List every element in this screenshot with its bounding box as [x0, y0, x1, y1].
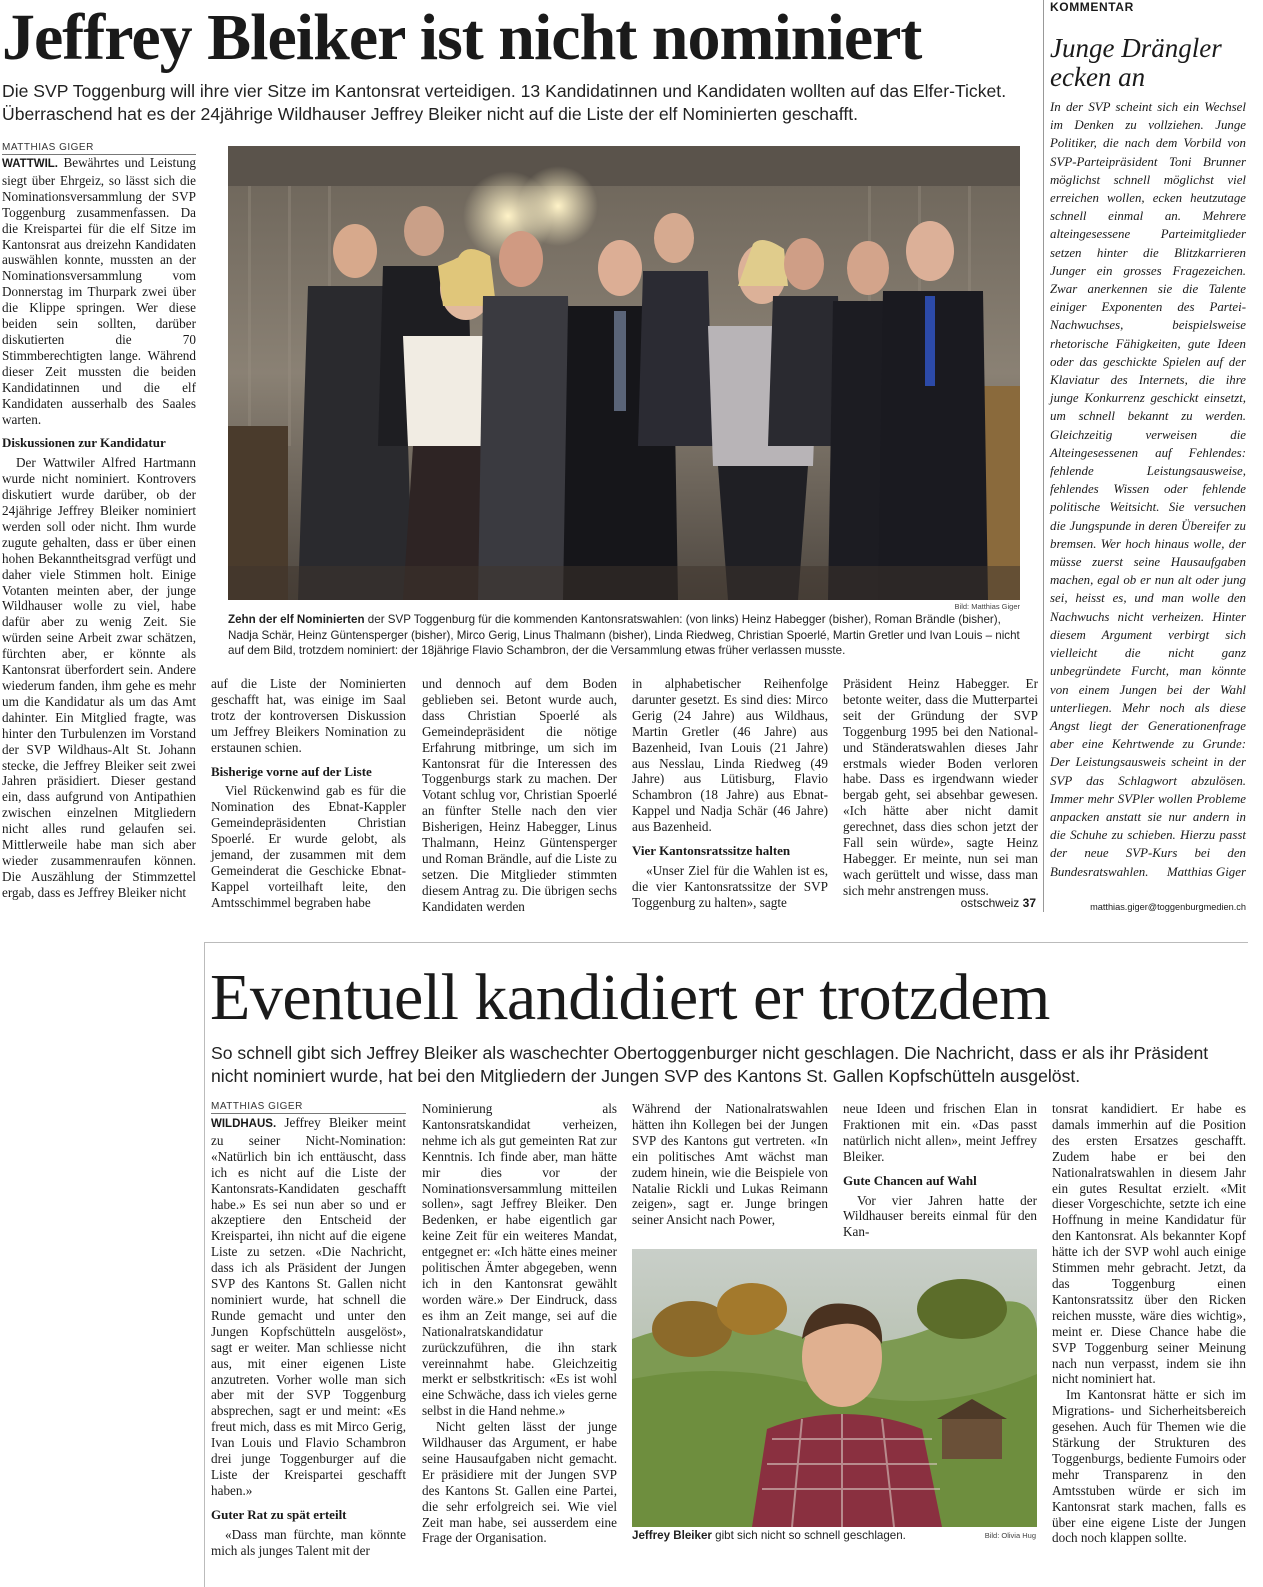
- dateline-1: WATTWIL.: [2, 158, 58, 170]
- article1-column-3: [422, 676, 617, 915]
- article1-column-1: [2, 155, 196, 901]
- group-photo: [228, 146, 1020, 600]
- article2-col1-p2: «Dass man fürchte, man könnte mich als junges Talent mit der: [211, 1526, 406, 1558]
- article2-col4-p2: Vor vier Jahren hatte der Wildhauser bereits einmal für den Kan-: [843, 1192, 1037, 1240]
- subhead-vier-kantonsratssitze: Vier Kantonsratssitze halten: [632, 843, 791, 859]
- divider-kommentar: [1043, 0, 1044, 912]
- page-reference: [940, 896, 1036, 910]
- kommentar-text: In der SVP scheint sich ein Wechsel im Denken zu vollziehen. Junge Politiker, die nach dem Vorbild von SVP-Parteipräsident Toni Brunner möglichst schnell möglichst viel erreichen wollen, ecken heutzutage schnell einmal an. Mehrere alteingesessene Parteimitglieder setzen hinter die Blitzkarrieren Junger ein grosses Fragezeichen. Zwar anerkennen sie die Talente einiger Exponenten des Partei-Nachwuchses, beispielsweise rhetorische Fähigkeiten, gute Ideen oder das geschickte Spielen auf der Klaviatur des Internets, die ihre junge Konkurrenz geschickt einsetzt, um schnell bekannt zu werden. Gleichzeitig verweisen die Alteingesessenen auf Fehlendes: fehlende Leistungsausweise, fehlendes Wissen oder fehlende politische Weitsicht. Sie versuchen die Jungspunde in deren Übereifer zu bremsen. Wer hoch hinaus wolle, der müsse zuerst seine Hausaufgaben machen, egal ob er nun alt oder jung sei, heisst es, und man wolle den Nachwuchs nicht verheizen. Hinter diesem Argument verbirgt sich vielleicht die nicht ganz unbegründete Furcht, man könnte von einem Jungen bei der Wahl unterliegen. Mehr noch als diese Angst liegt der Generationenfrage aber eine Kehrtwende zu Grunde: Der Leistungsausweis scheint in der SVP das Schlagwort abzulösen. Immer mehr SVPler wollen Probleme anpacken anstatt sie nur andern in die Schuhe zu schieben. Hierzu passt der neue SVP-Kurs bei den Bundesratswahlen.: [1050, 100, 1246, 879]
- article1-col2-p2: Viel Rückenwind gab es für die Nomination des Ebnat-Kappler Gemeindepräsidenten Christian Spoerlé. Er wurde gelobt, als jemand, der zusammen mit dem Gemeinderat die Geschicke Ebnat-Kappel vorteilhaft leite, den Amtsschimmel begraben habe: [211, 783, 406, 910]
- lead-1: Die SVP Toggenburg will ihre vier Sitze im Kantonsrat verteidigen. 13 Kandidatinnen und Kandidaten wollten auf das Elfer-Ticket. Überraschend hat es der 24jährige Wildhauser Jeffrey Bleiker nicht auf die Liste der elf Nominierten geschafft.: [2, 81, 1007, 124]
- article1-col1-intro: Bewährtes und Leistung siegt über Ehrgeiz, so lässt sich die Nominationsversammlung der SVP Toggenburg zusammenfassen. Da die Kreispartei für die elf Sitze im Kantonsrat aus dreizehn Kandidaten auswählen konnte, mussten an der Nominationsversammlung vom Donnerstag im Thurpark zwei über die Klippe springen. Wer diese beiden sein sollten, darüber diskutierten die 70 Stimmberechtigten lange. Während dieser Zeit mussten die beiden Kandidatinnen und die elf Kandidaten ausserhalb des Saales warten.: [2, 155, 196, 427]
- subhead-diskussionen: Diskussionen zur Kandidatur: [2, 435, 166, 451]
- article2-col3-p1: Während der Nationalratswahlen hätten ihn Kollegen bei der Jungen SVP des Kantons gut vertreten. «In ein politisches Amt wächst man zudem hinein, wie die Beispiele von Natalie Rickli und Lukas Reimann zeigen», sagt er. Junge bringen seiner Ansicht nach Power,: [632, 1101, 828, 1228]
- kommentar-author: Matthias Giger: [1166, 864, 1246, 879]
- byline-2: MATTHIAS GIGER: [211, 1101, 406, 1114]
- portrait-photo-image: [632, 1249, 1037, 1527]
- article2-column-3: [632, 1101, 828, 1228]
- caption-text-1: der SVP Toggenburg für die kommenden Kantonsratswahlen: (von links) Heinz Habegger (bisher), Roman Brändle (bisher), Nadja Schär, Heinz Güntensperger (bisher), Mirco Gerig, Linus Thalmann (bisher), Linda Riedweg, Christian Spoerlé, Martin Gretler und Ivan Louis – nicht auf dem Bild, trotzdem nominiert: der 18jährige Flavio Schambron, der die Versammlung etwas früher verlassen musste.: [228, 613, 1020, 658]
- article1-column-4: [632, 676, 828, 911]
- article1-column-5: [843, 676, 1038, 899]
- photo-credit-2: Bild: Olivia Hug: [984, 1531, 1036, 1540]
- photo-credit-1: Bild: Matthias Giger: [954, 602, 1020, 611]
- article1-column-2: [211, 676, 406, 911]
- kommentar-title: Junge Drängler ecken an: [1050, 33, 1222, 92]
- article1-col4-p2: «Unser Ziel für die Wahlen ist es, die vier Kantonsratssitze der SVP Toggenburg zu halten», sagte: [632, 862, 828, 910]
- caption-bold-2: Jeffrey Bleiker: [632, 1529, 712, 1542]
- article1-col3-p1: und dennoch auf dem Boden geblieben sei. Betont wurde auch, dass Christian Spoerlé als Gemeindepräsident die nötige Erfahrung mitbringe, um sich im Kantonsrat für die Interessen des Toggenburgs stark zu machen. Der Votant schlug vor, Christian Spoerlé an fünfter Stelle nach den vier Bisherigen, Heinz Habegger, Linus Thalmann, Heinz Güntensperger und Roman Brändle, auf die Liste zu setzen. Die Mitglieder stimmten diesem Antrag zu. Die übrigen sechs Kandidaten werden: [422, 676, 617, 914]
- page-ref-number: 37: [1022, 896, 1036, 910]
- kommentar-label: KOMMENTAR: [1050, 0, 1134, 14]
- article2-col4-p1: neue Ideen und frischen Elan in Fraktionen mit ein. «Das passt natürlich nicht allen», meint Jeffrey Bleiker.: [843, 1101, 1037, 1164]
- headline-1: Jeffrey Bleiker ist nicht nominiert: [2, 1, 922, 74]
- dateline-2: WILDHAUS.: [211, 1118, 277, 1130]
- divider-article2-left: [204, 942, 205, 1587]
- headline-2: Eventuell kandidiert er trotzdem: [210, 961, 1050, 1034]
- portrait-photo: [632, 1249, 1037, 1527]
- article2-column-2: [422, 1101, 617, 1546]
- article2-col5-p2: Im Kantonsrat hätte er sich im Migrations- und Sicherheitsbereich gesehen. Auch für Themen wie die Stärkung der Strukturen des Toggenburgs, bediente Fumoirs oder mehr Transparenz in den Amtsstuben würde er sich im Kantonsrat stark machen, falls es über eine eigene Liste der Jungen doch noch klappen sollte.: [1052, 1387, 1246, 1546]
- page-ref-label: ostschweiz: [960, 896, 1020, 910]
- article2-column-1: [211, 1115, 406, 1558]
- byline-1: MATTHIAS GIGER: [2, 142, 196, 155]
- article2-column-4: [843, 1101, 1037, 1240]
- article1-col1-p2: Der Wattwiler Alfred Hartmann wurde nicht nominiert. Kontrovers diskutiert wurde darüber, ob der 24jährige Jeffrey Bleiker nominiert werden soll oder nicht. Ihm wurde zugute gehalten, dass er über einen hohen Bekanntheitsgrad verfügt und daher viele Stimmen holt. Einige Votanten meinten aber, der junge Wildhauser wolle zu viel, habe dafür aber zu wenig Zeit. Sie würden seine Arbeit zwar schätzen, fürchten aber, er könnte als Kantonsrat überfordert sein. Andere wiederum fanden, ihm gehe es mehr um die Kandidatur als um das Amt dahinter. Ein Mitglied fragte, was hinter den Turbulenzen im Vorstand der SVP Wildhaus-Alt St. Johann stecke, die Jeffrey Bleiker seit zwei Jahren präsidiert. Dieser gestand ein, dass aufgrund von Antipathien zwischen einzelnen Mitgliedern nicht alles rund gelaufen sei. Mittlerweile habe man sich aber wieder zusammenraufen können. Die Auszählung der Stimmzettel ergab, dass es Jeffrey Bleiker nicht: [2, 455, 196, 900]
- photo-caption-2: [632, 1528, 932, 1544]
- subhead-gute-chancen: Gute Chancen auf Wahl: [843, 1172, 977, 1188]
- subhead-bisherige: Bisherige vorne auf der Liste: [211, 763, 372, 779]
- kommentar-email: matthias.giger@toggenburgmedien.ch: [1090, 902, 1246, 912]
- divider-article2: [204, 942, 1248, 943]
- article1-col5-p1: Präsident Heinz Habegger. Er betonte weiter, dass die Mutterpartei seit der Gründung der SVP Toggenburg 1995 bei den National- und Ständeratswahlen dieses Jahr erstmals wieder Boden verloren habe. Dass es irgendwann wieder bergab geht, sei absehbar gewesen. «Ich hätte aber nicht damit gerechnet, dass dies schon jetzt der Fall sein würde», sagte Heinz Habegger. Er meinte, nun sei man wach gerüttelt und wisse, dass man sich mehr anstrengen muss.: [843, 676, 1038, 898]
- photo-caption-1: [228, 612, 1020, 659]
- article2-col1-intro: Jeffrey Bleiker meint zu seiner Nicht-Nomination: «Natürlich bin ich enttäuscht, dass ich es nicht auf die Liste der Kantonsrats-Kandidaten geschafft habe.» Es sei nun aber so und er akzeptiere den Entscheid der Kreispartei, ihn nicht auf die eigene Liste zu setzen. «Die Nachricht, dass ich als Präsident der Jungen SVP des Kantons St. Gallen nicht nominiert wurde, hat schnell die Runde gemacht und unter den Jungen Kopfschütteln ausgelöst», sagt er weiter. Man schliesse nicht aus, mit einer eigenen Liste anzutreten. Vorher wolle man sich aber mit der SVP Toggenburg absprechen, sagt er und meint: «Es freut mich, dass es mit Mirco Gerig, Ivan Louis und Flavio Schambron drei junge Toggenburger auf die Liste der Kreispartei geschafft haben.»: [211, 1115, 406, 1498]
- article2-col5-p1: tonsrat kandidiert. Er habe es damals immerhin auf die Position des ersten Ersatzes geschafft. Zudem habe er bei den Nationalratswahlen in diesem Jahr ein gutes Resultat erzielt. «Mit dieser Vorgeschichte, setzte ich eine Hoffnung in meine Kandidatur für den Kantonsrat. Als bekannter Kopf hätte ich der SVP wohl auch einige Stimmen mehr gebracht. Jetzt, da das Toggenburg einen Kantonsratssitz über den Ricken reichen musste, wäre dies wichtig», meint er. Diese Chance habe die SVP Toggenburg seiner Meinung nach nun verpasst, indem sie ihn nicht nominiert hat.: [1052, 1101, 1246, 1387]
- caption-text-2: gibt sich nicht so schnell geschlagen.: [711, 1529, 906, 1542]
- article2-column-5: [1052, 1101, 1246, 1546]
- article1-col4-p1: in alphabetischer Reihenfolge darunter gesetzt. Es sind dies: Mirco Gerig (24 Jahre) aus Wildhaus, Martin Gretler (46 Jahre) aus Bazenheid, Ivan Louis (21 Jahre) aus Nesslau, Linda Riedweg (49 Jahre) aus Lütisburg, Flavio Schambron (18 Jahre) aus Ebnat-Kappel und Nadja Schär (46 Jahre) aus Bazenheid.: [632, 676, 828, 835]
- subhead-guter-rat: Guter Rat zu spät erteilt: [211, 1506, 347, 1522]
- lead-2: So schnell gibt sich Jeffrey Bleiker als waschechter Obertoggenburger nicht geschlagen. Die Nachricht, dass er als ihr Präsident nicht nominiert wurde, hat bei den Mitgliedern der Jungen SVP des Kantons St. Gallen Kopfschütteln ausgelöst.: [211, 1043, 1209, 1086]
- group-photo-image: [228, 146, 1020, 600]
- article2-col2-p2: Nicht gelten lässt der junge Wildhauser das Argument, er habe seine Hausaufgaben nicht gemacht. Er präsidiere mit der Jungen SVP des Kantons St. Gallen eine Partei, die sehr erfolgreich sei. Wie viel Zeit man habe, sei ausserdem eine Frage der Organisation.: [422, 1419, 617, 1546]
- kommentar-body: [1050, 98, 1246, 881]
- caption-bold-1: Zehn der elf Nominierten: [228, 613, 365, 626]
- article1-col2-p1: auf die Liste der Nominierten geschafft hat, was einige im Saal trotz der kontroversen Diskussion um Jeffrey Bleikers Nomination zu erstaunen schien.: [211, 676, 406, 755]
- article2-col2-p1: Nominierung als Kantonsratskandidat verheizen, nehme ich als gut gemeinten Rat zur Kenntnis. Ich finde aber, man hätte mir dies vor der Nominationsversammlung mitteilen sollen», sagt Jeffrey Bleiker. Den Bedenken, er habe eigentlich gar keine Zeit für ein weiteres Mandat, entgegnet er: «Ich hätte eines meiner politischen Ämter abgegeben, wenn ich in den Kantonsrat gewählt worden wäre.» Der Eindruck, dass es ihm an Zeit mange, sei auf die Nationalratskandidatur zurückzuführen, die ihn stark vereinnahmt habe. Gleichzeitig merkt er selbstkritisch: «Es ist wohl eine Schwäche, dass ich vieles gerne selbst in die Hand nehme.»: [422, 1101, 617, 1419]
